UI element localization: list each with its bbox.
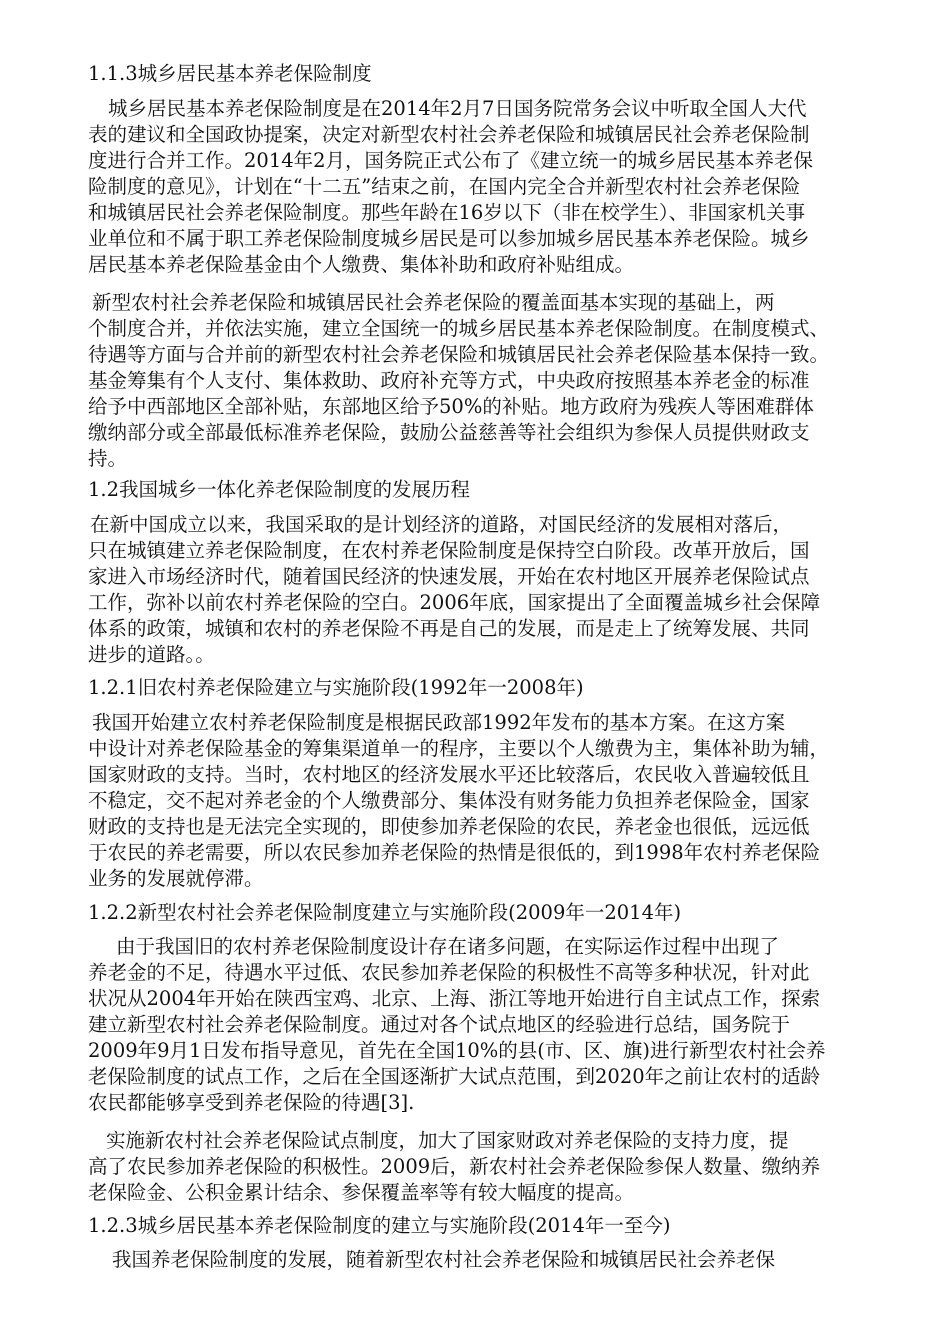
section-heading-1-1-3: 1.1.3城乡居民基本养老保险制度 <box>88 62 372 85</box>
section-heading-1-2: 1.2我国城乡一体化养老保险制度的发展历程 <box>88 478 471 501</box>
paragraph-line: 基金筹集有个人支付、集体救助、政府补充等方式，中央政府按照基本养老金的标准 <box>88 369 810 392</box>
section-heading-1-2-1: 1.2.1旧农村养老保险建立与实施阶段(1992年一2008年) <box>88 676 584 699</box>
paragraph-line: 业务的发展就停滞。 <box>88 867 264 890</box>
paragraph-line: 老保险金、公积金累计结余、参保覆盖率等有较大幅度的提高。 <box>88 1181 635 1204</box>
section-heading-1-2-3: 1.2.3城乡居民基本养老保险制度的建立与实施阶段(2014年一至今) <box>88 1214 671 1237</box>
paragraph-line: 持。 <box>88 447 128 470</box>
paragraph-line: 中设计对养老保险基金的筹集渠道单一的程序，主要以个人缴费为主，集体补助为辅， <box>88 737 830 760</box>
paragraph-line: 居民基本养老保险基金由个人缴费、集体补助和政府补贴组成。 <box>88 253 635 276</box>
paragraph-line: 只在城镇建立养老保险制度，在农村养老保险制度是保持空白阶段。改革开放后，国 <box>88 539 810 562</box>
paragraph-line: 财政的支持也是无法完全实现的，即使参加养老保险的农民，养老金也很低，远远低 <box>88 815 810 838</box>
paragraph-line: 状况从2004年开始在陕西宝鸡、北京、上海、浙江等地开始进行自主试点工作，探索 <box>88 987 821 1010</box>
paragraph-line: 高了农民参加养老保险的积极性。2009后，新农村社会养老保险参保人数量、缴纳养 <box>88 1155 821 1178</box>
paragraph-line: 由于我国旧的农村养老保险制度设计存在诸多问题，在实际运作过程中出现了 <box>116 935 780 958</box>
paragraph-line: 养老金的不足，待遇水平过低、农民参加养老保险的积极性不高等多种状况，针对此 <box>88 961 810 984</box>
paragraph-line: 新型农村社会养老保险和城镇居民社会养老保险的覆盖面基本实现的基础上，两 <box>92 291 775 314</box>
paragraph-line: 在新中国成立以来，我国采取的是计划经济的道路，对国民经济的发展相对落后， <box>90 513 793 536</box>
paragraph-line: 度进行合并工作。2014年2月，国务院正式公布了《建立统一的城乡居民基本养老保 <box>88 149 814 172</box>
section-heading-1-2-2: 1.2.2新型农村社会养老保险制度建立与实施阶段(2009年一2014年) <box>88 901 682 924</box>
paragraph-line: 城乡居民基本养老保险制度是在2014年2月7日国务院常务会议中听取全国人大代 <box>108 97 807 120</box>
paragraph-line: 于农民的养老需要，所以农民参加养老保险的热情是很低的，到1998年农村养老保险 <box>88 841 821 864</box>
paragraph-line: 待遇等方面与合并前的新型农村社会养老保险和城镇居民社会养老保险基本保持一致。 <box>88 343 830 366</box>
paragraph-line: 工作，弥补以前农村养老保险的空白。2006年底，国家提出了全面覆盖城乡社会保障 <box>88 591 821 614</box>
paragraph-line: 和城镇居民社会养老保险制度。那些年龄在16岁以下（非在校学生）、非国家机关事 <box>88 201 806 224</box>
paragraph-line: 2009年9月1日发布指导意见，首先在全国10%的县(市、区、旗)进行新型农村社会养 <box>88 1039 826 1062</box>
paragraph-line: 我国开始建立农村养老保险制度是根据民政部1992年发布的基本方案。在这方案 <box>92 711 786 734</box>
paragraph-line: 表的建议和全国政协提案，决定对新型农村社会养老保险和城镇居民社会养老保险制 <box>88 123 810 146</box>
paragraph-line: 个制度合并，并依法实施，建立全国统一的城乡居民基本养老保险制度。在制度模式、 <box>88 317 830 340</box>
paragraph-line: 险制度的意见》，计划在“十二五”结束之前，在国内完全合并新型农村社会养老保险 <box>88 175 801 198</box>
paragraph-line: 建立新型农村社会养老保险制度。通过对各个试点地区的经验进行总结，国务院于 <box>88 1013 791 1036</box>
paragraph-line: 体系的政策，城镇和农村的养老保险不再是自己的发展，而是走上了统筹发展、共同 <box>88 617 810 640</box>
paragraph-line: 给予中西部地区全部补贴，东部地区给予50%的补贴。地方政府为残疾人等困难群体 <box>88 395 814 418</box>
paragraph-line: 家进入市场经济时代，随着国民经济的快速发展，开始在农村地区开展养老保险试点 <box>88 565 810 588</box>
paragraph-line: 老保险制度的试点工作，之后在全国逐渐扩大试点范围，到2020年之前让农村的适龄 <box>88 1065 821 1088</box>
paragraph-line: 实施新农村社会养老保险试点制度，加大了国家财政对养老保险的支持力度，提 <box>106 1129 789 1152</box>
paragraph-line: 进步的道路。。 <box>88 643 215 666</box>
paragraph-line: 缴纳部分或全部最低标准养老保险，鼓励公益慈善等社会组织为参保人员提供财政支 <box>88 421 810 444</box>
paragraph-line: 农民都能够享受到养老保险的待遇[3]. <box>88 1091 415 1114</box>
paragraph-line: 国家财政的支持。当时，农村地区的经济发展水平还比较落后，农民收入普遍较低且 <box>88 763 810 786</box>
paragraph-line: 我国养老保险制度的发展，随着新型农村社会养老保险和城镇居民社会养老保 <box>112 1248 776 1271</box>
paragraph-line: 业单位和不属于职工养老保险制度城乡居民是可以参加城乡居民基本养老保险。城乡 <box>88 227 810 250</box>
paragraph-line: 不稳定，交不起对养老金的个人缴费部分、集体没有财务能力负担养老保险金，国家 <box>88 789 810 812</box>
